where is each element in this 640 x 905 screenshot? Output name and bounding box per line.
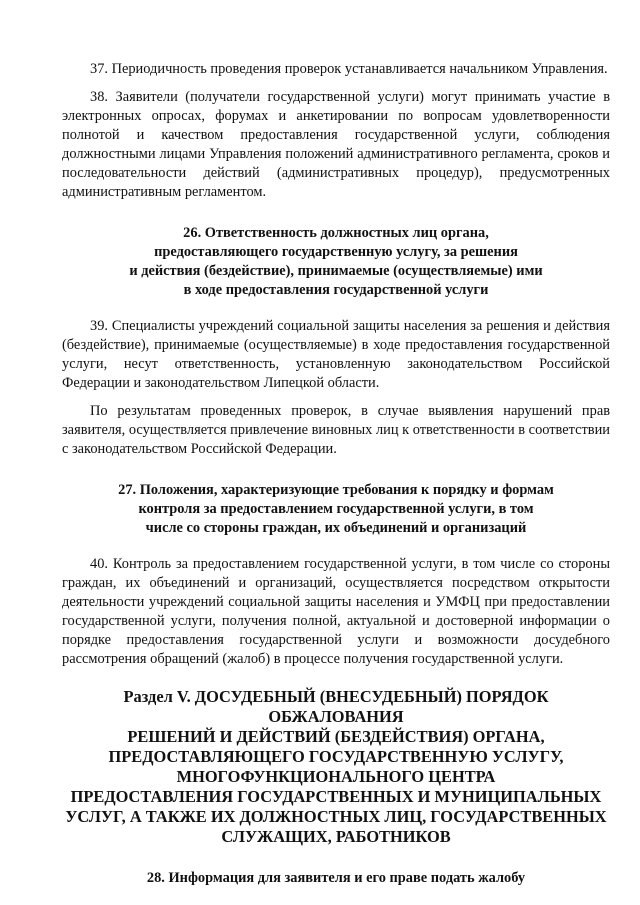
heading-section-26 <box>62 224 610 300</box>
paragraph-37: 37. Периодичность проведения проверок устанавливается начальником Управления. <box>90 61 608 77</box>
heading-section-27 <box>62 481 610 538</box>
heading-line: предоставляющего государственную услугу, за решения <box>154 244 518 260</box>
section-title-line: ПРЕДОСТАВЛЕНИЯ ГОСУДАРСТВЕННЫХ И МУНИЦИПАЛЬНЫХ <box>70 787 602 806</box>
heading-line: числе со стороны граждан, их объединений и организаций <box>145 520 527 536</box>
section-title-line: УСЛУГ, А ТАКЖЕ ИХ ДОЛЖНОСТНЫХ ЛИЦ, ГОСУДАРСТВЕННЫХ <box>65 807 607 826</box>
heading-line: 27. Положения, характеризующие требования к порядку и формам <box>118 482 554 498</box>
heading-line: в ходе предоставления государственной услуги <box>183 282 489 298</box>
section-title-line: СЛУЖАЩИХ, РАБОТНИКОВ <box>221 827 451 846</box>
paragraph-39: 39. Специалисты учреждений социальной защиты населения за решения и действия (бездействие), принимаемые (осуществляемые) в ходе предоставления государственной услуги, несут ответственность, установленную законодательством Российской Федерации и законодательством Липецкой области. <box>62 318 610 391</box>
section-title-line: Раздел V. ДОСУДЕБНЫЙ (ВНЕСУДЕБНЫЙ) ПОРЯДОК ОБЖАЛОВАНИЯ <box>123 687 549 726</box>
section-v-title <box>62 687 610 847</box>
heading-line: 26. Ответственность должностных лиц органа, <box>183 225 489 241</box>
heading-line: и действия (бездействие), принимаемые (осуществляемые) ими <box>129 263 543 279</box>
paragraph-inspection-results: По результатам проведенных проверок, в случае выявления нарушений прав заявителя, осуществляется привлечение виновных лиц к ответственности в соответствии с законодательством Российской Федерации. <box>62 403 610 457</box>
section-title-line: РЕШЕНИЙ И ДЕЙСТВИЙ (БЕЗДЕЙСТВИЯ) ОРГАНА, <box>127 727 545 746</box>
section-title-line: МНОГОФУНКЦИОНАЛЬНОГО ЦЕНТРА <box>176 767 496 786</box>
section-title-line: ПРЕДОСТАВЛЯЮЩЕГО ГОСУДАРСТВЕННУЮ УСЛУГУ, <box>108 747 564 766</box>
heading-line: контроля за предоставлением государственной услуги, в том <box>138 501 534 517</box>
paragraph-40: 40. Контроль за предоставлением государственной услуги, в том числе со стороны граждан, их объединений и организаций, осуществляется посредством открытости деятельности учреждений социальной защиты населения и УМФЦ при предоставлении государственной услуги, получения полной, актуальной и достоверной информации о порядке предоставления государственной услуги и возможности досудебного рассмотрения обращений (жалоб) в процессе получения государственной услуги. <box>62 556 610 667</box>
heading-line: 28. Информация для заявителя и его праве подать жалобу <box>146 870 526 886</box>
heading-section-28 <box>62 869 610 888</box>
paragraph-38: 38. Заявители (получатели государственной услуги) могут принимать участие в электронных опросах, форумах и анкетировании по вопросам удовлетворенности полнотой и качеством предоставления государственной услуги, соблюдения должностными лицами Управления положений административного регламента, сроков и последовательности действий (административных процедур), предусмотренных административным регламентом. <box>62 89 610 200</box>
